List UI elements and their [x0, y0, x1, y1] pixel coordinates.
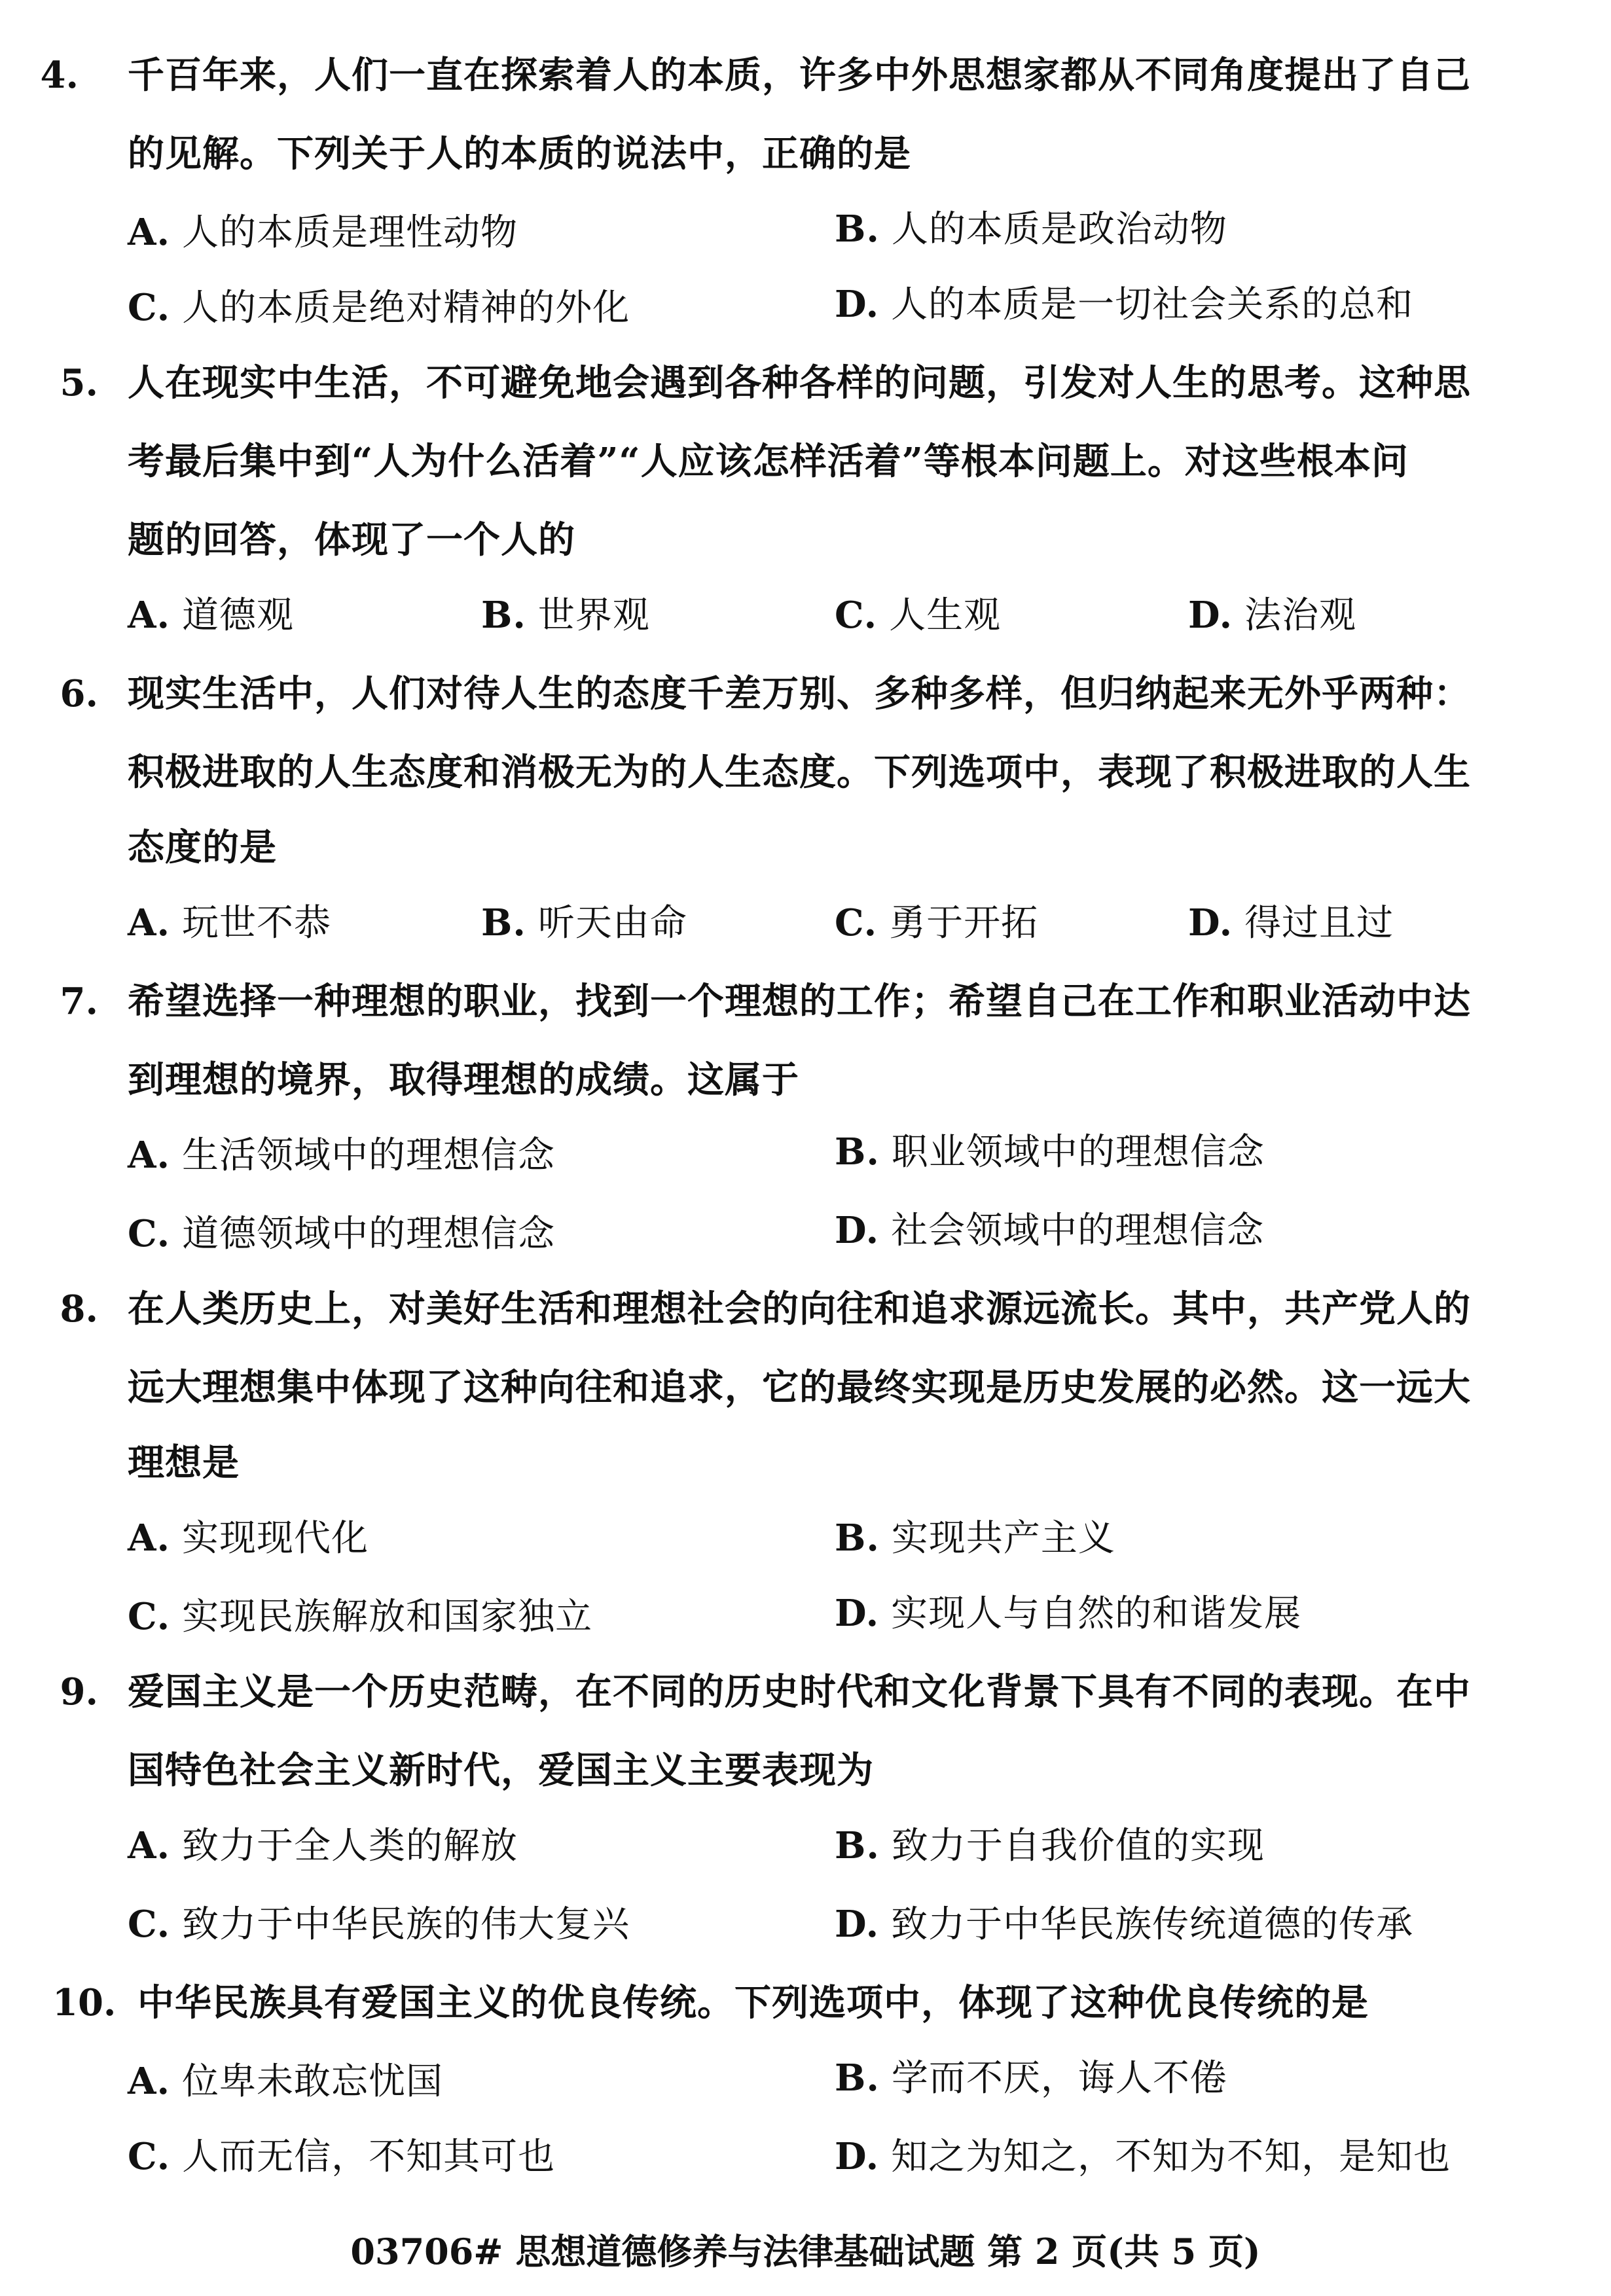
- question-stem-line: 希望选择一种理想的职业，找到一个理想的工作；希望自己在工作和职业活动中达: [128, 980, 1471, 1023]
- option-c: C. 实现民族解放和国家独立: [128, 1595, 593, 1638]
- question-stem-line: 远大理想集中体现了这种向往和追求，它的最终实现是历史发展的必然。这一远大: [128, 1366, 1471, 1409]
- option-d: D. 人的本质是一切社会关系的总和: [835, 283, 1414, 326]
- question-stem-line: 理想是: [128, 1441, 240, 1484]
- question-number: 7.: [60, 980, 98, 1023]
- option-d: D. 社会领域中的理想信念: [835, 1209, 1265, 1252]
- question-stem-line: 积极进取的人生态度和消极无为的人生态度。下列选项中，表现了积极进取的人生: [128, 751, 1471, 794]
- question-stem-line: 题的回答，体现了一个人的: [128, 518, 575, 562]
- question-stem-line: 千百年来，人们一直在探索着人的本质，许多中外思想家都从不同角度提出了自己: [128, 54, 1471, 97]
- question-number: 6.: [60, 672, 98, 715]
- option-c: C. 道德领域中的理想信念: [128, 1212, 556, 1255]
- question-stem-line: 国特色社会主义新时代，爱国主义主要表现为: [128, 1749, 874, 1792]
- question-number: 10.: [52, 1981, 117, 2024]
- question-stem-line: 考最后集中到“人为什么活着”“人应该怎样活着”等根本问题上。对这些根本问: [128, 440, 1409, 483]
- option-a: A. 位卑未敢忘忧国: [128, 2060, 443, 2103]
- option-c: C. 勇于开拓: [835, 901, 1039, 944]
- question-stem-line: 态度的是: [128, 826, 277, 869]
- option-a: A. 实现现代化: [128, 1516, 369, 1560]
- option-b: B. 致力于自我价值的实现: [835, 1824, 1265, 1867]
- page-footer: 03706# 思想道德修养与法律基础试题 第 2 页(共 5 页): [350, 2231, 1261, 2272]
- question-number: 9.: [60, 1670, 98, 1713]
- option-b: B. 实现共产主义: [835, 1516, 1115, 1560]
- option-a: A. 生活领域中的理想信念: [128, 1134, 555, 1177]
- option-c: C. 人生观: [835, 594, 1002, 637]
- option-c: C. 致力于中华民族的伟大复兴: [128, 1903, 630, 1946]
- question-number: 8.: [60, 1287, 98, 1331]
- question-stem-line: 爱国主义是一个历史范畴，在不同的历史时代和文化背景下具有不同的表现。在中: [128, 1670, 1471, 1713]
- question-number: 5.: [60, 361, 98, 404]
- option-a: A. 玩世不恭: [128, 901, 331, 944]
- option-d: D. 实现人与自然的和谐发展: [835, 1592, 1302, 1635]
- question-stem-line: 的见解。下列关于人的本质的说法中，正确的是: [128, 132, 911, 175]
- option-b: B. 听天由命: [481, 901, 687, 944]
- option-a: A. 道德观: [128, 594, 294, 637]
- option-d: D. 得过且过: [1188, 901, 1394, 944]
- option-a: A. 致力于全人类的解放: [128, 1824, 518, 1867]
- question-stem-line: 中华民族具有爱国主义的优良传统。下列选项中，体现了这种优良传统的是: [137, 1981, 1369, 2024]
- option-a: A. 人的本质是理性动物: [128, 211, 518, 254]
- option-b: B. 世界观: [481, 594, 650, 637]
- option-d: D. 致力于中华民族传统道德的传承: [835, 1903, 1414, 1946]
- option-b: B. 职业领域中的理想信念: [835, 1130, 1265, 1174]
- question-number: 4.: [40, 54, 79, 97]
- option-d: D. 法治观: [1188, 594, 1357, 637]
- question-stem-line: 现实生活中，人们对待人生的态度千差万别、多种多样，但归纳起来无外乎两种：: [128, 672, 1471, 715]
- option-b: B. 人的本质是政治动物: [835, 207, 1227, 251]
- option-c: C. 人而无信，不知其可也: [128, 2135, 556, 2178]
- question-stem-line: 在人类历史上，对美好生活和理想社会的向往和追求源远流长。其中，共产党人的: [128, 1287, 1471, 1331]
- question-stem-line: 到理想的境界，取得理想的成绩。这属于: [128, 1058, 799, 1102]
- option-b: B. 学而不厌，诲人不倦: [835, 2056, 1227, 2100]
- option-c: C. 人的本质是绝对精神的外化: [128, 286, 630, 329]
- option-d: D. 知之为知之，不知为不知，是知也: [835, 2135, 1451, 2178]
- question-stem-line: 人在现实中生活，不可避免地会遇到各种各样的问题，引发对人生的思考。这种思: [128, 361, 1471, 404]
